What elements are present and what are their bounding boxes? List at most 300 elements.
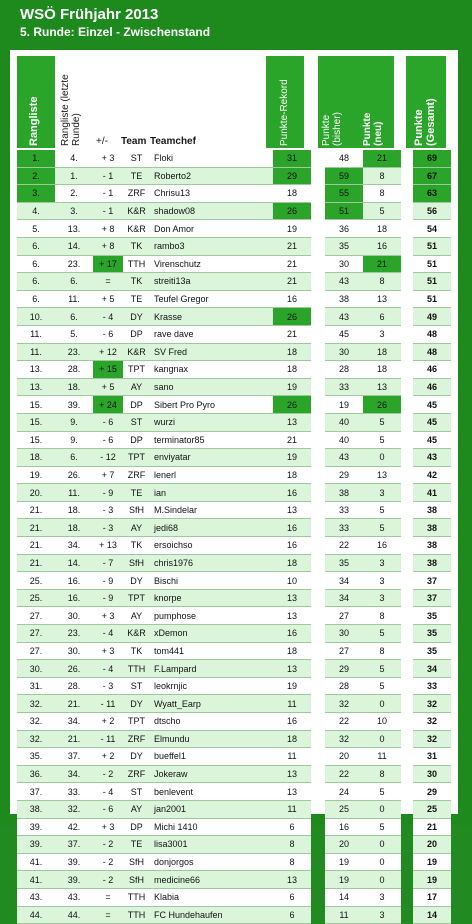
prev-rank-cell: 11. — [55, 484, 93, 502]
rank-cell: 31. — [17, 677, 55, 695]
team-cell: TE — [123, 290, 150, 308]
team-cell: SfH — [123, 501, 150, 519]
team-cell: SfH — [123, 853, 150, 871]
points-gesamt-cell: 38 — [413, 537, 451, 555]
team-cell: K&R — [123, 625, 150, 643]
column-gap — [401, 237, 413, 255]
table-row — [17, 853, 451, 871]
points-gesamt-cell: 46 — [413, 361, 451, 379]
column-gap — [401, 607, 413, 625]
prev-rank-cell: 34. — [55, 765, 93, 783]
rekord-cell: 6 — [273, 818, 311, 836]
points-neu-cell: 10 — [363, 713, 401, 731]
table-row — [17, 361, 451, 379]
column-gap — [311, 431, 325, 449]
diff-cell: = — [93, 888, 123, 906]
table-row — [17, 255, 451, 273]
column-gap — [311, 449, 325, 467]
points-gesamt-cell: 49 — [413, 308, 451, 326]
table-row — [17, 273, 451, 291]
header-gesamt: Punkte (Gesamt) — [413, 98, 437, 146]
points-bisher-cell: 22 — [325, 713, 363, 731]
rekord-cell: 16 — [273, 625, 311, 643]
teamchef-cell: wurzi — [150, 413, 273, 431]
teamchef-cell: SV Fred — [150, 343, 273, 361]
rekord-cell: 13 — [273, 413, 311, 431]
team-cell: AY — [123, 800, 150, 818]
points-neu-cell: 0 — [363, 800, 401, 818]
rank-cell: 11. — [17, 325, 55, 343]
column-gap — [401, 150, 413, 167]
team-cell: DY — [123, 308, 150, 326]
team-cell: K&R — [123, 343, 150, 361]
points-neu-cell: 0 — [363, 871, 401, 889]
column-gap — [401, 466, 413, 484]
column-gap — [401, 625, 413, 643]
column-gap — [401, 642, 413, 660]
prev-rank-cell: 18. — [55, 501, 93, 519]
prev-rank-cell: 3. — [55, 202, 93, 220]
rekord-cell: 21 — [273, 237, 311, 255]
diff-cell: - 3 — [93, 519, 123, 537]
rekord-cell: 19 — [273, 220, 311, 238]
teamchef-cell: M.Sindelar — [150, 501, 273, 519]
points-neu-cell: 18 — [363, 220, 401, 238]
team-cell: DY — [123, 572, 150, 590]
rank-cell: 4. — [17, 202, 55, 220]
column-gap — [311, 537, 325, 555]
rekord-cell: 8 — [273, 853, 311, 871]
diff-cell: - 4 — [93, 308, 123, 326]
table-row — [17, 185, 451, 203]
rekord-cell: 13 — [273, 783, 311, 801]
team-cell: TPT — [123, 589, 150, 607]
column-gap — [401, 695, 413, 713]
team-cell: TK — [123, 273, 150, 291]
prev-rank-cell: 42. — [55, 818, 93, 836]
table-row — [17, 484, 451, 502]
teamchef-cell: jedi68 — [150, 519, 273, 537]
rekord-cell: 19 — [273, 677, 311, 695]
points-neu-cell: 6 — [363, 308, 401, 326]
team-cell: TE — [123, 836, 150, 854]
diff-cell: - 9 — [93, 572, 123, 590]
points-bisher-cell: 51 — [325, 202, 363, 220]
diff-cell: - 4 — [93, 625, 123, 643]
points-gesamt-cell: 37 — [413, 572, 451, 590]
rekord-cell: 11 — [273, 695, 311, 713]
table-row — [17, 290, 451, 308]
rekord-cell: 26 — [273, 396, 311, 414]
diff-cell: - 6 — [93, 431, 123, 449]
column-gap — [401, 325, 413, 343]
header-diff: +/- — [96, 136, 108, 147]
points-neu-cell: 3 — [363, 888, 401, 906]
diff-cell: - 1 — [93, 185, 123, 203]
points-bisher-cell: 59 — [325, 167, 363, 185]
column-gap — [311, 888, 325, 906]
rekord-cell: 11 — [273, 748, 311, 766]
teamchef-cell: donjorgos — [150, 853, 273, 871]
prev-rank-cell: 13. — [55, 220, 93, 238]
points-neu-cell: 11 — [363, 748, 401, 766]
teamchef-cell: FC Hundehaufen — [150, 906, 273, 924]
team-cell: TK — [123, 237, 150, 255]
teamchef-cell: Virenschutz — [150, 255, 273, 273]
points-neu-cell: 5 — [363, 202, 401, 220]
standings-table — [17, 150, 451, 924]
table-row — [17, 695, 451, 713]
rekord-cell: 11 — [273, 800, 311, 818]
diff-cell: + 8 — [93, 220, 123, 238]
points-bisher-cell: 38 — [325, 290, 363, 308]
prev-rank-cell: 26. — [55, 660, 93, 678]
rank-cell: 39. — [17, 836, 55, 854]
column-gap — [311, 642, 325, 660]
teamchef-cell: Wyatt_Earp — [150, 695, 273, 713]
prev-rank-cell: 37. — [55, 836, 93, 854]
points-bisher-cell: 28 — [325, 677, 363, 695]
prev-rank-cell: 39. — [55, 396, 93, 414]
table-row — [17, 748, 451, 766]
column-gap — [401, 273, 413, 291]
rank-cell: 18. — [17, 449, 55, 467]
rank-cell: 21. — [17, 537, 55, 555]
rekord-cell: 16 — [273, 290, 311, 308]
rank-cell: 20. — [17, 484, 55, 502]
column-gap — [401, 677, 413, 695]
rank-cell: 3. — [17, 185, 55, 203]
rekord-cell: 21 — [273, 325, 311, 343]
prev-rank-cell: 34. — [55, 537, 93, 555]
rank-cell: 32. — [17, 713, 55, 731]
team-cell: K&R — [123, 220, 150, 238]
rank-cell: 32. — [17, 730, 55, 748]
diff-cell: - 2 — [93, 871, 123, 889]
team-cell: TTH — [123, 255, 150, 273]
points-bisher-cell: 24 — [325, 783, 363, 801]
column-gap — [311, 255, 325, 273]
column-gap — [311, 361, 325, 379]
column-gap — [401, 378, 413, 396]
teamchef-cell: dtscho — [150, 713, 273, 731]
points-neu-cell: 5 — [363, 625, 401, 643]
diff-cell: + 8 — [93, 237, 123, 255]
team-cell: ZRF — [123, 466, 150, 484]
team-cell: TE — [123, 484, 150, 502]
column-gap — [311, 220, 325, 238]
prev-rank-cell: 23. — [55, 255, 93, 273]
column-gap — [311, 308, 325, 326]
column-gap — [401, 572, 413, 590]
teamchef-cell: Teufel Gregor — [150, 290, 273, 308]
column-gap — [311, 853, 325, 871]
points-gesamt-cell: 38 — [413, 501, 451, 519]
prev-rank-cell: 33. — [55, 783, 93, 801]
points-bisher-cell: 35 — [325, 554, 363, 572]
rank-cell: 2. — [17, 167, 55, 185]
column-gap — [401, 519, 413, 537]
team-cell: DP — [123, 396, 150, 414]
column-gap — [311, 466, 325, 484]
rekord-cell: 13 — [273, 589, 311, 607]
prev-rank-cell: 1. — [55, 167, 93, 185]
column-gap — [401, 290, 413, 308]
column-gap — [311, 818, 325, 836]
column-gap — [311, 484, 325, 502]
diff-cell: - 11 — [93, 730, 123, 748]
team-cell: AY — [123, 378, 150, 396]
rank-cell: 21. — [17, 501, 55, 519]
team-cell: TE — [123, 167, 150, 185]
prev-rank-cell: 28. — [55, 361, 93, 379]
teamchef-cell: Michi 1410 — [150, 818, 273, 836]
rekord-cell: 18 — [273, 185, 311, 203]
team-cell: AY — [123, 607, 150, 625]
column-gap — [311, 202, 325, 220]
points-bisher-cell: 40 — [325, 431, 363, 449]
rekord-cell: 13 — [273, 765, 311, 783]
rank-cell: 1. — [17, 150, 55, 167]
diff-cell: + 3 — [93, 642, 123, 660]
points-gesamt-cell: 51 — [413, 237, 451, 255]
diff-cell: - 6 — [93, 800, 123, 818]
diff-cell: = — [93, 906, 123, 924]
rank-cell: 19. — [17, 466, 55, 484]
column-gap — [311, 273, 325, 291]
prev-rank-cell: 39. — [55, 871, 93, 889]
column-gap — [401, 800, 413, 818]
team-cell: TPT — [123, 361, 150, 379]
column-gap — [311, 378, 325, 396]
column-gap — [401, 308, 413, 326]
column-gap — [311, 572, 325, 590]
points-bisher-cell: 16 — [325, 818, 363, 836]
diff-cell: + 5 — [93, 290, 123, 308]
points-gesamt-cell: 19 — [413, 853, 451, 871]
column-gap — [401, 361, 413, 379]
points-neu-cell: 0 — [363, 730, 401, 748]
team-cell: ZRF — [123, 765, 150, 783]
teamchef-cell: streiti13a — [150, 273, 273, 291]
points-bisher-cell: 22 — [325, 765, 363, 783]
table-row — [17, 449, 451, 467]
diff-cell: + 15 — [93, 361, 123, 379]
points-gesamt-cell: 56 — [413, 202, 451, 220]
diff-cell: + 2 — [93, 748, 123, 766]
diff-cell: - 4 — [93, 660, 123, 678]
rekord-cell: 13 — [273, 501, 311, 519]
diff-cell: - 12 — [93, 449, 123, 467]
rank-cell: 27. — [17, 642, 55, 660]
team-cell: SfH — [123, 871, 150, 889]
points-gesamt-cell: 35 — [413, 607, 451, 625]
column-gap — [401, 167, 413, 185]
rekord-cell: 16 — [273, 519, 311, 537]
prev-rank-cell: 44. — [55, 906, 93, 924]
points-gesamt-cell: 33 — [413, 677, 451, 695]
prev-rank-cell: 28. — [55, 677, 93, 695]
table-row — [17, 237, 451, 255]
teamchef-cell: medicine66 — [150, 871, 273, 889]
points-neu-cell: 3 — [363, 589, 401, 607]
points-gesamt-cell: 38 — [413, 519, 451, 537]
teamchef-cell: Floki — [150, 150, 273, 167]
column-gap — [311, 871, 325, 889]
points-gesamt-cell: 37 — [413, 589, 451, 607]
table-row — [17, 713, 451, 731]
teamchef-cell: bueffel1 — [150, 748, 273, 766]
column-gap — [401, 888, 413, 906]
teamchef-cell: sano — [150, 378, 273, 396]
prev-rank-cell: 11. — [55, 290, 93, 308]
teamchef-cell: benlevent — [150, 783, 273, 801]
rekord-cell: 26 — [273, 308, 311, 326]
points-bisher-cell: 40 — [325, 413, 363, 431]
table-row — [17, 431, 451, 449]
table-row — [17, 519, 451, 537]
rekord-cell: 6 — [273, 906, 311, 924]
prev-rank-cell: 39. — [55, 853, 93, 871]
prev-rank-cell: 2. — [55, 185, 93, 203]
rekord-cell: 26 — [273, 202, 311, 220]
team-cell: TK — [123, 642, 150, 660]
column-gap — [401, 818, 413, 836]
diff-cell: - 1 — [93, 202, 123, 220]
points-neu-cell: 3 — [363, 325, 401, 343]
prev-rank-cell: 30. — [55, 607, 93, 625]
prev-rank-cell: 18. — [55, 519, 93, 537]
column-gap — [401, 202, 413, 220]
teamchef-cell: Elmundu — [150, 730, 273, 748]
rekord-cell: 18 — [273, 642, 311, 660]
column-gap — [311, 695, 325, 713]
header-team: Team — [121, 136, 147, 147]
points-gesamt-cell: 51 — [413, 255, 451, 273]
prev-rank-cell: 21. — [55, 695, 93, 713]
points-bisher-cell: 20 — [325, 836, 363, 854]
points-neu-cell: 8 — [363, 642, 401, 660]
rekord-cell: 31 — [273, 150, 311, 167]
team-cell: ZRF — [123, 730, 150, 748]
header-teamchef: Teamchef — [150, 136, 196, 147]
table-row — [17, 836, 451, 854]
points-gesamt-cell: 17 — [413, 888, 451, 906]
points-bisher-cell: 38 — [325, 484, 363, 502]
rank-cell: 21. — [17, 519, 55, 537]
points-neu-cell: 0 — [363, 449, 401, 467]
table-row — [17, 343, 451, 361]
page-subtitle: 5. Runde: Einzel - Zwischenstand — [20, 25, 211, 39]
column-gap — [311, 783, 325, 801]
rekord-cell: 19 — [273, 378, 311, 396]
points-gesamt-cell: 29 — [413, 783, 451, 801]
rank-cell: 15. — [17, 431, 55, 449]
points-gesamt-cell: 35 — [413, 642, 451, 660]
prev-rank-cell: 5. — [55, 325, 93, 343]
team-cell: TK — [123, 537, 150, 555]
column-gap — [401, 537, 413, 555]
points-neu-cell: 0 — [363, 695, 401, 713]
points-neu-cell: 3 — [363, 906, 401, 924]
diff-cell: + 12 — [93, 343, 123, 361]
table-row — [17, 167, 451, 185]
points-gesamt-cell: 48 — [413, 343, 451, 361]
points-neu-cell: 8 — [363, 167, 401, 185]
teamchef-cell: Roberto2 — [150, 167, 273, 185]
rank-cell: 27. — [17, 607, 55, 625]
points-gesamt-cell: 51 — [413, 290, 451, 308]
points-neu-cell: 5 — [363, 783, 401, 801]
rekord-cell: 16 — [273, 537, 311, 555]
column-gap — [401, 255, 413, 273]
header-rangliste: Rangliste — [28, 96, 40, 146]
points-bisher-cell: 33 — [325, 519, 363, 537]
prev-rank-cell: 16. — [55, 572, 93, 590]
diff-cell: + 7 — [93, 466, 123, 484]
prev-rank-cell: 26. — [55, 466, 93, 484]
column-gap — [311, 625, 325, 643]
table-row — [17, 871, 451, 889]
column-gap — [401, 871, 413, 889]
column-gap — [401, 431, 413, 449]
table-row — [17, 220, 451, 238]
column-gap — [401, 906, 413, 924]
column-gap — [311, 396, 325, 414]
points-bisher-cell: 14 — [325, 888, 363, 906]
table-row — [17, 413, 451, 431]
teamchef-cell: tom441 — [150, 642, 273, 660]
points-neu-cell: 5 — [363, 519, 401, 537]
team-cell: TTH — [123, 888, 150, 906]
points-neu-cell: 13 — [363, 378, 401, 396]
points-gesamt-cell: 30 — [413, 765, 451, 783]
teamchef-cell: F.Lampard — [150, 660, 273, 678]
table-row — [17, 396, 451, 414]
column-gap — [401, 484, 413, 502]
table-row — [17, 537, 451, 555]
rank-cell: 6. — [17, 237, 55, 255]
rank-cell: 5. — [17, 220, 55, 238]
rekord-cell: 13 — [273, 871, 311, 889]
team-cell: TTH — [123, 660, 150, 678]
prev-rank-cell: 6. — [55, 273, 93, 291]
rekord-cell: 21 — [273, 255, 311, 273]
points-bisher-cell: 43 — [325, 449, 363, 467]
rank-cell: 13. — [17, 361, 55, 379]
teamchef-cell: chris1976 — [150, 554, 273, 572]
teamchef-cell: Don Amor — [150, 220, 273, 238]
points-neu-cell: 8 — [363, 765, 401, 783]
rank-cell: 27. — [17, 625, 55, 643]
table-row — [17, 150, 451, 167]
points-bisher-cell: 45 — [325, 325, 363, 343]
table-row — [17, 378, 451, 396]
column-gap — [311, 237, 325, 255]
table-row — [17, 677, 451, 695]
table-row — [17, 800, 451, 818]
points-neu-cell: 16 — [363, 537, 401, 555]
points-neu-cell: 5 — [363, 501, 401, 519]
points-gesamt-cell: 46 — [413, 378, 451, 396]
teamchef-cell: rave dave — [150, 325, 273, 343]
points-gesamt-cell: 54 — [413, 220, 451, 238]
header-rangliste-letzte: Rangliste (letzte Runde) — [60, 74, 82, 146]
prev-rank-cell: 14. — [55, 554, 93, 572]
points-neu-cell: 3 — [363, 554, 401, 572]
points-gesamt-cell: 63 — [413, 185, 451, 203]
points-bisher-cell: 27 — [325, 642, 363, 660]
